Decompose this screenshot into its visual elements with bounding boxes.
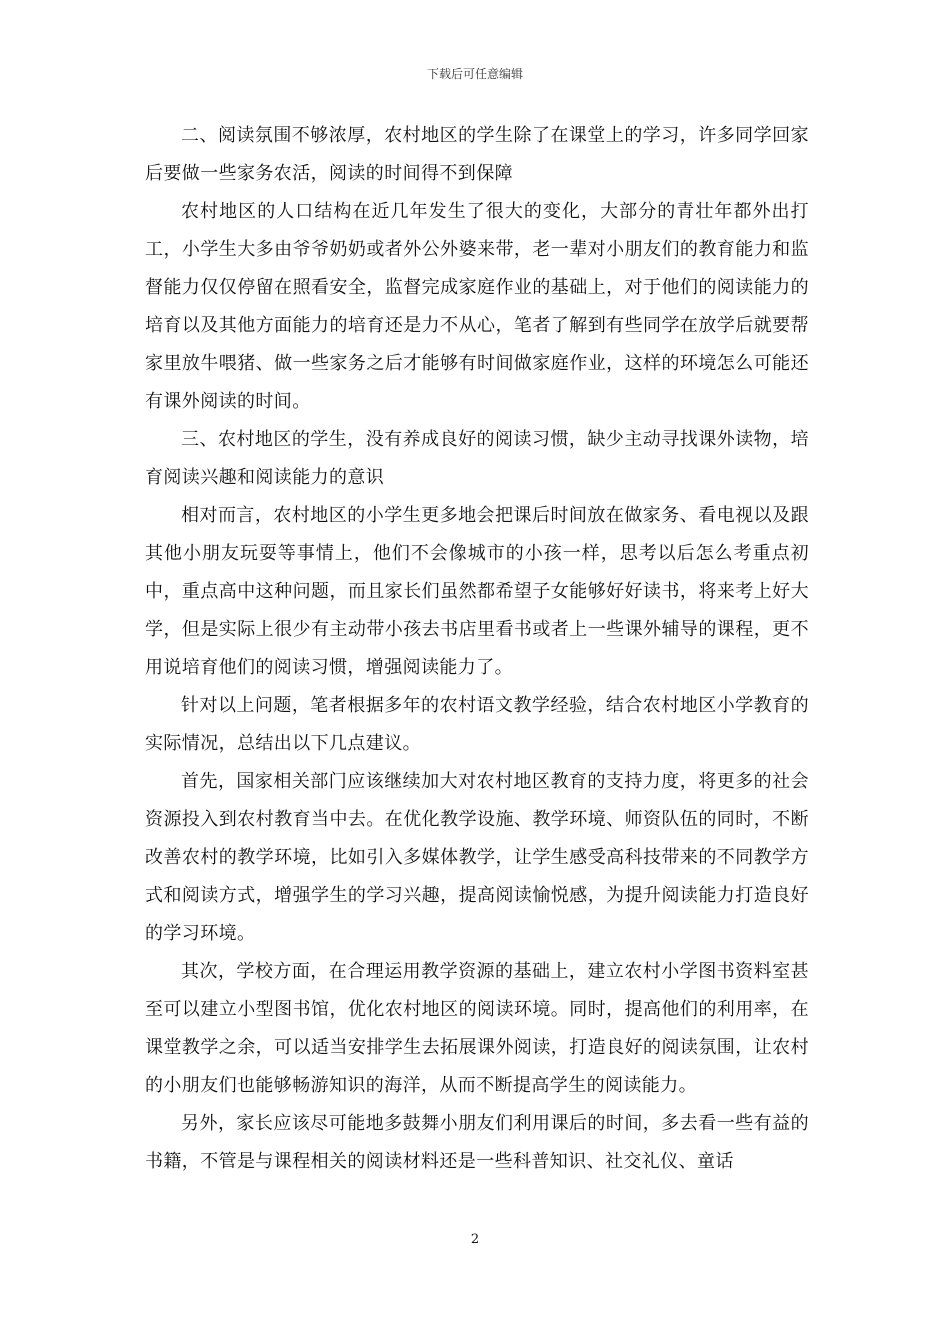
paragraph-parents-encourage: 另外，家长应该尽可能地多鼓舞小朋友们利用课后的时间，多去看一些有益的书籍，不管是与课程相关的阅读材料还是一些科普知识、社交礼仪、童话 <box>145 1113 809 1172</box>
paragraph-after-school-time: 相对而言，农村地区的小学生更多地会把课后时间放在做家务、看电视以及跟其他小朋友玩耍等事情上，他们不会像城市的小孩一样，思考以后怎么考重点初中，重点高中这种问题，而且家长们虽然都希望子女能够好好读书，将来考上好大学，但是实际上很少有主动带小孩去书店里看书或者上一些课外辅导的课程，更不用说培育他们的阅读习惯，增强阅读能力了。 <box>145 505 809 678</box>
paragraph-section-three-heading: 三、农村地区的学生，没有养成良好的阅读习惯，缺少主动寻找课外读物，培育阅读兴趣和阅读能力的意识 <box>145 429 809 488</box>
paragraph-school-library: 其次，学校方面，在合理运用教学资源的基础上，建立农村小学图书资料室甚至可以建立小型图书馆，优化农村地区的阅读环境。同时，提高他们的利用率，在课堂教学之余，可以适当安排学生去拓展课外阅读，打造良好的阅读氛围，让农村的小朋友们也能够畅游知识的海洋，从而不断提高学生的阅读能力。 <box>145 961 809 1096</box>
paragraph-national-support: 首先，国家相关部门应该继续加大对农村地区教育的支持力度，将更多的社会资源投入到农村教育当中去。在优化教学设施、教学环境、师资队伍的同时，不断改善农村的教学环境，比如引入多媒体教学，让学生感受高科技带来的不同教学方式和阅读方式，增强学生的学习兴趣，提高阅读愉悦感，为提升阅读能力打造良好的学习环境。 <box>145 771 809 944</box>
paragraph-population-structure: 农村地区的人口结构在近几年发生了很大的变化，大部分的青壮年都外出打工，小学生大多由爷爷奶奶或者外公外婆来带，老一辈对小朋友们的教育能力和监督能力仅仅停留在照看安全，监督完成家庭作业的基础上，对于他们的阅读能力的培育以及其他方面能力的培育还是力不从心，笔者了解到有些同学在放学后就要帮家里放牛喂猪、做一些家务之后才能够有时间做家庭作业，这样的环境怎么可能还有课外阅读的时间。 <box>145 201 809 412</box>
page-number: 2 <box>470 1232 480 1247</box>
paragraph-section-two-heading: 二、阅读氛围不够浓厚，农村地区的学生除了在课堂上的学习，许多同学回家后要做一些家务农活，阅读的时间得不到保障 <box>145 125 809 184</box>
page-header: 下载后可任意编辑 <box>426 67 523 81</box>
paragraph-suggestions-intro: 针对以上问题，笔者根据多年的农村语文教学经验，结合农村地区小学教育的实际情况，总结出以下几点建议。 <box>145 695 809 754</box>
document-body <box>145 117 809 1181</box>
